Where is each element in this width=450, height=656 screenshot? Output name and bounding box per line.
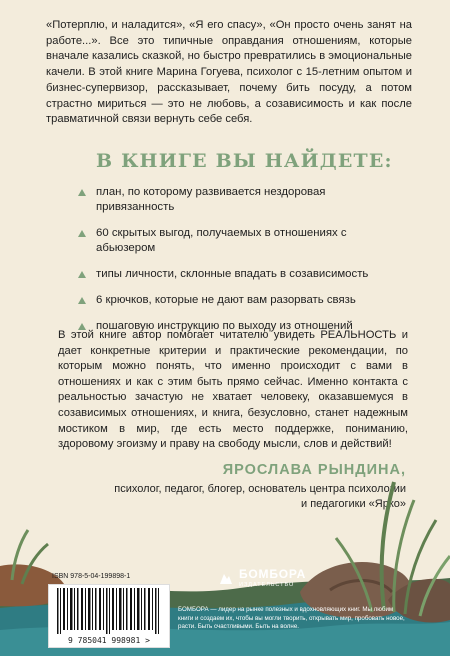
- publisher-logo-icon: [218, 570, 234, 586]
- feature-text: пошаговую инструкцию по выходу из отношений: [96, 320, 353, 332]
- feature-text: типы личности, склонные впадать в созависимость: [96, 268, 369, 280]
- feature-item: [78, 185, 398, 215]
- features-list: [78, 185, 398, 345]
- barcode: [48, 584, 170, 648]
- triangle-bullet-icon: [78, 297, 86, 304]
- feature-text: 60 скрытых выгод, получаемых в отношениях с абьюзером: [96, 227, 347, 254]
- triangle-bullet-icon: [78, 230, 86, 237]
- publisher-description: БОМБОРА — лидер на рынке полезных и вдохновляющих книг. Мы любим книги и создаем их, чтобы вы могли творить, открывать мир, пробовать новое, расти. Быть счастливыми. Быть на волне.: [178, 606, 405, 631]
- review-paragraph: В этой книге автор помогает читателю увидеть РЕАЛЬНОСТЬ и дает конкретные критерии и практические рекомендации, по которым можно понять, что именно происходит с вами в отношениях и как с этим быть прямо сейчас. Именно контакта с реальностью зачастую не хватает человеку, оказавшемуся в созависимых отношениях, и книга, безусловно, станет надежным мостиком в мир, где есть место поддержке, пониманию, здоровому эгоизму и праву на свободу мысли, слов и действий!: [58, 329, 408, 451]
- triangle-bullet-icon: [78, 271, 86, 278]
- reviewer-description: психолог, педагог, блогер, основатель центра психологии и педагогики «Ярко»: [114, 483, 406, 510]
- isbn-text: ISBN 978-5-04-199898-1: [52, 573, 131, 580]
- triangle-bullet-icon: [78, 189, 86, 196]
- feature-text: план, по которому развивается нездоровая привязанность: [96, 186, 326, 213]
- feature-item: [78, 267, 398, 282]
- barcode-number: 9 785041 998981 >: [68, 636, 150, 645]
- publisher-logo: [218, 567, 306, 588]
- publisher-name: БОМБОРА: [239, 567, 307, 581]
- feature-item: [78, 293, 398, 308]
- publisher-subtitle: ИЗДАТЕЛЬСТВО: [239, 582, 295, 588]
- intro-paragraph: «Потерплю, и наладится», «Я его спасу», «Он просто очень занят на работе...». Все это типичные оправдания отношениям, которые вначале казались сказкой, но быстро превратились в эмоциональные качели. В этой книге Марина Гогуева, психолог с 15-летним опытом и бизнес-супервизор, рассказывает, почему бить посуду, а потом страстно мириться — это не любовь, а созависимость и как после травматичной связи вернуть себе себя.: [46, 19, 412, 126]
- feature-item: [78, 226, 398, 256]
- feature-text: 6 крючков, которые не дают вам разорвать связь: [96, 294, 356, 306]
- reviewer-name: ЯРОСЛАВА РЫНДИНА,: [222, 462, 406, 478]
- features-heading: В КНИГЕ ВЫ НАЙДЕТЕ:: [96, 150, 393, 172]
